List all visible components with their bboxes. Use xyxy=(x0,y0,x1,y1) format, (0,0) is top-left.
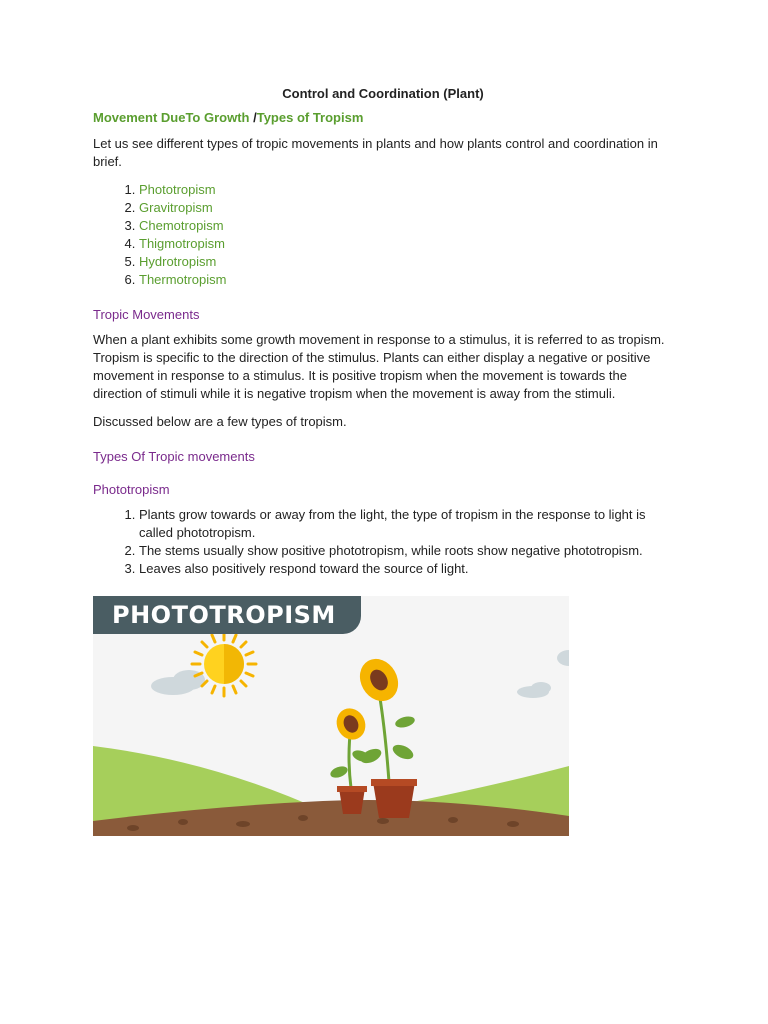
tropism-list xyxy=(93,181,673,289)
list-item: 1. Plants grow towards or away from the light, the type of tropism in the response to light is called phototropism. xyxy=(139,506,673,542)
list-item: 3. Leaves also positively respond toward the source of light. xyxy=(139,560,673,578)
list-item: 2. The stems usually show positive phototropism, while roots show negative phototropism. xyxy=(139,542,673,560)
document-title: Control and Coordination (Plant) xyxy=(282,86,484,101)
list-item xyxy=(139,271,673,289)
figure-banner-title: PHOTOTROPISM xyxy=(112,601,336,629)
subtitle-part2: Types of Tropism xyxy=(256,110,364,125)
tropic-paragraph: When a plant exhibits some growth movement in response to a stimulus, it is referred to as tropism. Tropism is specific to the direction of the stimulus. Plants can either display a negative or positive movement in response to a stimulus. It is positive tropism when the movement is towards the direction of stimuli while it is negative tropism when the movement is away from the stimuli. xyxy=(93,332,665,401)
list-item xyxy=(139,199,673,217)
tropism-link[interactable]: Thigmotropism xyxy=(139,236,225,251)
heading-types-of-tropic-movements: Types Of Tropic movements xyxy=(93,449,255,464)
discussed-paragraph: Discussed below are a few types of tropism. xyxy=(93,414,347,429)
document-page xyxy=(93,86,673,836)
phototropism-points xyxy=(93,506,673,578)
document-subtitle xyxy=(93,110,673,125)
phototropism-illustration xyxy=(93,596,569,836)
tropism-link[interactable]: Phototropism xyxy=(139,182,216,197)
tropism-link[interactable]: Thermotropism xyxy=(139,272,227,287)
heading-phototropism: Phototropism xyxy=(93,482,170,497)
list-item xyxy=(139,253,673,271)
subtitle-separator: / xyxy=(249,110,257,125)
heading-tropic-movements: Tropic Movements xyxy=(93,307,200,322)
subtitle-part1: Movement DueTo Growth xyxy=(93,110,250,125)
tropism-link[interactable]: Gravitropism xyxy=(139,200,213,215)
intro-paragraph: Let us see different types of tropic movements in plants and how plants control and coordination in brief. xyxy=(93,136,658,169)
list-item xyxy=(139,217,673,235)
tropism-link[interactable]: Hydrotropism xyxy=(139,254,217,269)
list-item xyxy=(139,235,673,253)
tropism-link[interactable]: Chemotropism xyxy=(139,218,224,233)
list-item xyxy=(139,181,673,199)
